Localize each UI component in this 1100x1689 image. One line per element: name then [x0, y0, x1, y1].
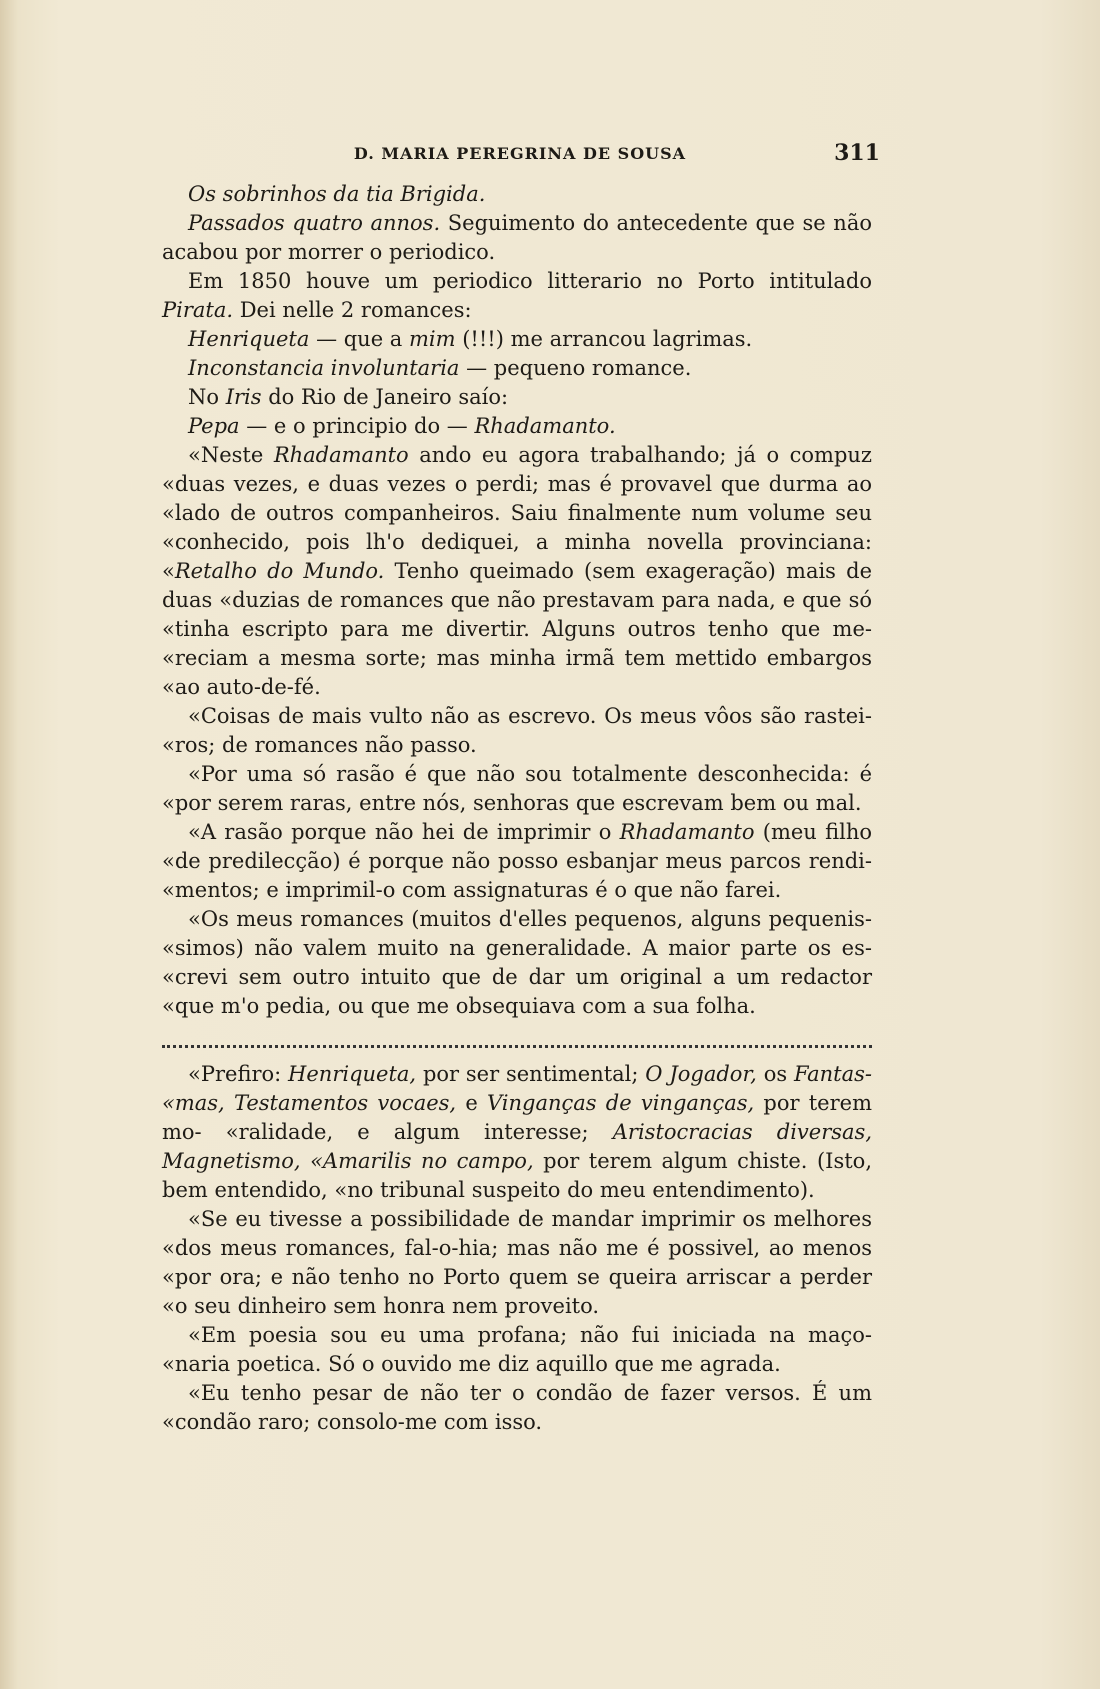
quote-paragraph: «Se eu tivesse a possibilidade de mandar imprimir os melhores «dos meus romances, fal-o-hia; mas não me é possivel, ao menos «por ora; e não tenho no Porto quem se queira arriscar a perder «o seu dinheiro sem honra nem proveito.	[162, 1207, 872, 1318]
paragraph: Henriqueta — que a mim (!!!) me arrancou lagrimas.	[188, 327, 753, 351]
paragraph: Passados quatro annos. Seguimento do antecedente que se não acabou por morrer o periodico.	[162, 211, 872, 264]
dotted-separator	[162, 1035, 872, 1048]
body-text	[162, 180, 872, 1437]
quote-paragraph: «Coisas de mais vulto não as escrevo. Os meus vôos são rastei- «ros; de romances não passo.	[162, 704, 872, 757]
page-header	[160, 140, 880, 170]
quote-paragraph: «Neste Rhadamanto ando eu agora trabalhando; já o compuz «duas vezes, e duas vezes o perdi; mas é provavel que durma ao «lado de outros companheiros. Saiu finalmente num volume seu «conhecido, pois lh'o dediquei, a minha novella provinciana: «Retalho do Mundo. Tenho queimado (sem exageração) mais de duas «duzias de romances que não prestavam para nada, e que só «tinha escripto para me divertir. Alguns outros tenho que me- «reciam a mesma sorte; mas minha irmã tem mettido embargos «ao auto-de-fé.	[162, 443, 873, 699]
quote-paragraph: «Prefiro: Henriqueta, por ser sentimental; O Jogador, os Fantas- «mas, Testamentos vocaes, e Vinganças de vinganças, por terem mo- «ralidade, e algum interesse; Aristocracias diversas, Magnetismo, «Amarilis no campo, por terem algum chiste. (Isto, bem entendido, «no tribunal suspeito do meu entendimento).	[162, 1062, 872, 1202]
paragraph: Pepa — e o principio do — Rhadamanto.	[188, 414, 616, 438]
paragraph: No Iris do Rio de Janeiro saío:	[188, 385, 509, 409]
paragraph: Os sobrinhos da tia Brigida.	[188, 182, 486, 206]
paragraph: Em 1850 houve um periodico litterario no Porto intitulado Pirata. Dei nelle 2 romances:	[162, 269, 872, 322]
page-number: 311	[834, 140, 880, 166]
quote-paragraph: «A rasão porque não hei de imprimir o Rhadamanto (meu filho «de predilecção) é porque não posso esbanjar meus parcos rendi- «mentos; e imprimil-o com assignaturas é o que não farei.	[162, 820, 872, 902]
quote-paragraph: «Os meus romances (muitos d'elles pequenos, alguns pequenis- «simos) não valem muito na generalidade. A maior parte os es- «crevi sem outro intuito que de dar um original a um redactor «que m'o pedia, ou que me obsequiava com a sua folha.	[162, 907, 872, 1018]
quote-paragraph: «Eu tenho pesar de não ter o condão de fazer versos. É um «condão raro; consolo-me com isso.	[162, 1381, 872, 1434]
quote-paragraph: «Por uma só rasão é que não sou totalmente desconhecida: é «por serem raras, entre nós, senhoras que escrevam bem ou mal.	[162, 762, 872, 815]
running-head: D. MARIA PEREGRINA DE SOUSA	[353, 144, 687, 163]
paragraph: Inconstancia involuntaria — pequeno romance.	[188, 356, 692, 380]
quote-paragraph: «Em poesia sou eu uma profana; não fui iniciada na maço- «naria poetica. Só o ouvido me diz aquillo que me agrada.	[162, 1323, 872, 1376]
